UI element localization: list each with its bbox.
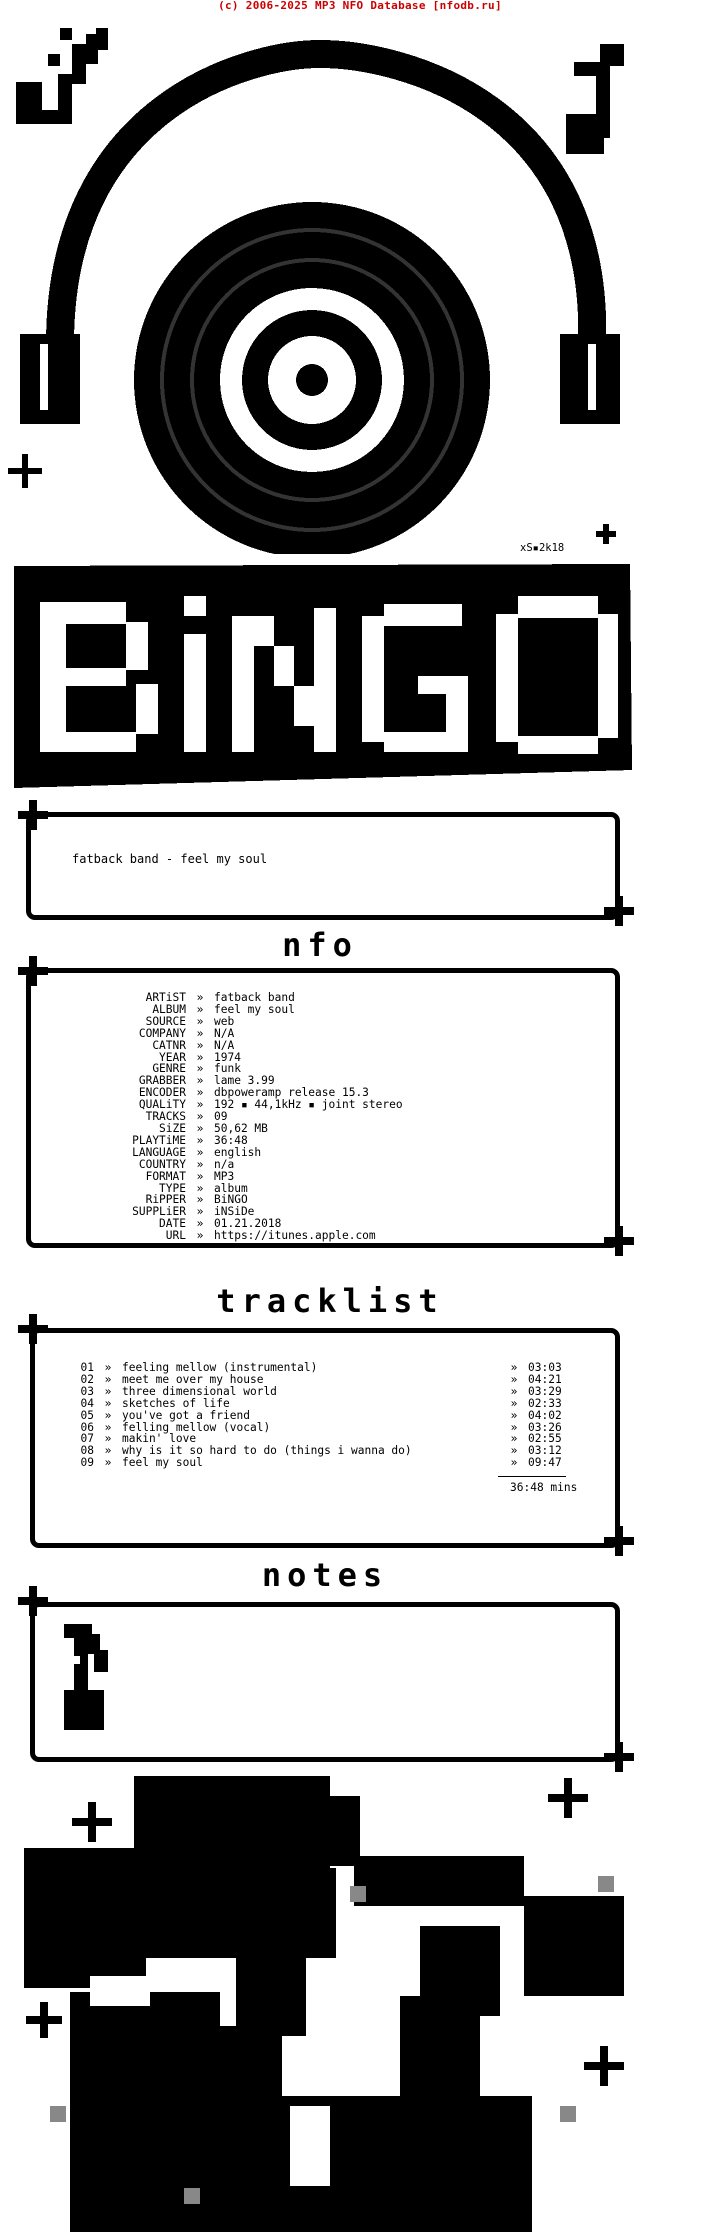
track-duration: 04:02 bbox=[528, 1408, 562, 1422]
info-label: FORMAT bbox=[145, 1169, 186, 1183]
info-label: LANGUAGE bbox=[132, 1145, 186, 1159]
info-separator: » bbox=[196, 1038, 204, 1052]
track-separator: » bbox=[510, 1456, 518, 1470]
info-label: RiPPER bbox=[145, 1193, 186, 1207]
info-separator: » bbox=[196, 1050, 204, 1064]
info-value: 01.21.2018 bbox=[214, 1217, 282, 1231]
info-label: GENRE bbox=[152, 1062, 186, 1076]
info-label: CATNR bbox=[152, 1038, 186, 1052]
track-separator: » bbox=[510, 1361, 518, 1374]
track-separator: » bbox=[104, 1420, 112, 1434]
info-separator: » bbox=[196, 1205, 204, 1219]
track-separator: » bbox=[510, 1384, 518, 1398]
info-row bbox=[56, 1171, 403, 1183]
artist-credit: xS▪2k18 bbox=[520, 542, 565, 554]
info-row bbox=[56, 1159, 403, 1171]
track-duration: 03:12 bbox=[528, 1444, 562, 1458]
info-label: TYPE bbox=[159, 1181, 186, 1195]
track-separator: » bbox=[510, 1408, 518, 1422]
info-label: QUALiTY bbox=[138, 1098, 186, 1112]
track-title: feeling mellow (instrumental) bbox=[122, 1361, 318, 1374]
info-label: ALBUM bbox=[152, 1002, 186, 1016]
info-value: funk bbox=[214, 1062, 241, 1076]
info-value: feel my soul bbox=[214, 1002, 295, 1016]
track-number: 01 bbox=[80, 1361, 94, 1374]
info-separator: » bbox=[196, 1193, 204, 1207]
track-number: 02 bbox=[80, 1372, 94, 1386]
section-title-notes: notes bbox=[261, 1556, 389, 1594]
track-duration: 03:03 bbox=[528, 1361, 562, 1374]
info-label: SiZE bbox=[159, 1121, 186, 1135]
track-list bbox=[60, 1362, 600, 1469]
track-title: meet me over my house bbox=[122, 1372, 264, 1386]
info-label: YEAR bbox=[159, 1050, 186, 1064]
track-separator: » bbox=[510, 1396, 518, 1410]
info-value: https://itunes.apple.com bbox=[214, 1229, 376, 1243]
info-label: ARTiST bbox=[145, 991, 186, 1004]
info-label: COMPANY bbox=[138, 1026, 186, 1040]
info-value: dbpoweramp release 15.3 bbox=[214, 1086, 369, 1100]
track-duration: 03:29 bbox=[528, 1384, 562, 1398]
track-number: 09 bbox=[80, 1456, 94, 1470]
info-value: web bbox=[214, 1014, 235, 1028]
info-separator: » bbox=[196, 1062, 204, 1076]
info-row bbox=[56, 1230, 403, 1242]
section-title-info: nfo bbox=[282, 926, 358, 964]
info-value: MP3 bbox=[214, 1169, 235, 1183]
info-row bbox=[56, 1135, 403, 1147]
track-title: felling mellow (vocal) bbox=[122, 1420, 271, 1434]
info-value: 192 ▪ 44,1kHz ▪ joint stereo bbox=[214, 1098, 403, 1112]
plus-sparkle-icon bbox=[596, 524, 616, 544]
info-separator: » bbox=[196, 1121, 204, 1135]
track-number: 03 bbox=[80, 1384, 94, 1398]
music-note-icon bbox=[16, 28, 108, 124]
release-title: fatback band - feel my soul bbox=[72, 852, 268, 866]
info-label: ENCODER bbox=[138, 1086, 186, 1100]
plus-sparkle-icon bbox=[604, 1226, 634, 1256]
info-value: lame 3.99 bbox=[214, 1074, 275, 1088]
track-number: 06 bbox=[80, 1420, 94, 1434]
info-separator: » bbox=[196, 1086, 204, 1100]
info-label: COUNTRY bbox=[138, 1157, 186, 1171]
info-separator: » bbox=[196, 1181, 204, 1195]
track-separator: » bbox=[510, 1420, 518, 1434]
track-separator: » bbox=[104, 1432, 112, 1446]
track-duration: 09:47 bbox=[528, 1456, 562, 1470]
total-time: 36:48 mins bbox=[510, 1481, 578, 1494]
track-separator: » bbox=[104, 1372, 112, 1386]
track-separator: » bbox=[104, 1444, 112, 1458]
info-label: SOURCE bbox=[145, 1014, 186, 1028]
track-duration: 04:21 bbox=[528, 1372, 562, 1386]
track-title: you've got a friend bbox=[122, 1408, 250, 1422]
info-row bbox=[56, 1147, 403, 1159]
track-number: 07 bbox=[80, 1432, 94, 1446]
info-separator: » bbox=[196, 1133, 204, 1147]
bingo-logo bbox=[0, 556, 640, 796]
info-separator: » bbox=[196, 1014, 204, 1028]
plus-sparkle-icon bbox=[604, 896, 634, 926]
track-title: three dimensional world bbox=[122, 1384, 277, 1398]
info-separator: » bbox=[196, 1110, 204, 1124]
track-separator: » bbox=[104, 1396, 112, 1410]
info-row bbox=[56, 1028, 403, 1040]
track-separator: » bbox=[104, 1456, 112, 1470]
release-box bbox=[26, 812, 620, 920]
track-duration: 03:26 bbox=[528, 1420, 562, 1434]
section-title-tracklist: tracklist bbox=[216, 1282, 444, 1320]
info-row bbox=[56, 1016, 403, 1028]
info-separator: » bbox=[196, 1169, 204, 1183]
track-number: 04 bbox=[80, 1396, 94, 1410]
info-value: iNSiDe bbox=[214, 1205, 255, 1219]
track-separator: » bbox=[104, 1361, 112, 1374]
track-duration: 02:55 bbox=[528, 1432, 562, 1446]
info-separator: » bbox=[196, 1157, 204, 1171]
info-label: DATE bbox=[159, 1217, 186, 1231]
info-label: PLAYTiME bbox=[132, 1133, 186, 1147]
info-value: album bbox=[214, 1181, 248, 1195]
info-label: GRABBER bbox=[138, 1074, 186, 1088]
track-separator: » bbox=[104, 1384, 112, 1398]
site-header[interactable]: (c) 2006-2025 MP3 NFO Database [nfodb.ru] bbox=[218, 0, 502, 12]
track-separator: » bbox=[510, 1444, 518, 1458]
track-title: feel my soul bbox=[122, 1456, 203, 1470]
total-time-rule bbox=[498, 1476, 566, 1477]
info-value: 50,62 MB bbox=[214, 1121, 268, 1135]
track-number: 08 bbox=[80, 1444, 94, 1458]
track-separator: » bbox=[510, 1372, 518, 1386]
track-separator: » bbox=[104, 1408, 112, 1422]
info-separator: » bbox=[196, 1002, 204, 1016]
music-note-icon bbox=[566, 44, 624, 154]
info-label: TRACKS bbox=[145, 1110, 186, 1124]
track-title: why is it so hard to do (things i wanna do) bbox=[122, 1444, 412, 1458]
track-title: sketches of life bbox=[122, 1396, 230, 1410]
info-row bbox=[56, 1099, 403, 1111]
music-note-icon bbox=[60, 1620, 126, 1738]
info-separator: » bbox=[196, 1229, 204, 1243]
seventy-seven-art-icon bbox=[0, 1776, 720, 2232]
track-separator: » bbox=[510, 1432, 518, 1446]
info-separator: » bbox=[196, 1026, 204, 1040]
info-value: N/A bbox=[214, 1026, 235, 1040]
track-duration: 02:33 bbox=[528, 1396, 562, 1410]
track-row bbox=[60, 1457, 600, 1469]
track-row bbox=[60, 1410, 600, 1422]
track-row bbox=[60, 1398, 600, 1410]
info-row bbox=[56, 1040, 403, 1052]
info-separator: » bbox=[196, 1098, 204, 1112]
info-separator: » bbox=[196, 991, 204, 1004]
info-value: 36:48 bbox=[214, 1133, 248, 1147]
info-value: fatback band bbox=[214, 991, 295, 1004]
headphones-record-icon bbox=[0, 14, 720, 554]
track-row bbox=[60, 1386, 600, 1398]
info-value: N/A bbox=[214, 1038, 235, 1052]
plus-sparkle-icon bbox=[604, 1742, 634, 1772]
info-separator: » bbox=[196, 1074, 204, 1088]
track-number: 05 bbox=[80, 1408, 94, 1422]
track-title: makin' love bbox=[122, 1432, 197, 1446]
info-separator: » bbox=[196, 1145, 204, 1159]
plus-sparkle-icon bbox=[604, 1526, 634, 1556]
info-value: BiNGO bbox=[214, 1193, 248, 1207]
info-value: english bbox=[214, 1145, 262, 1159]
info-list bbox=[56, 992, 403, 1242]
info-value: 09 bbox=[214, 1110, 228, 1124]
info-label: URL bbox=[165, 1229, 186, 1243]
info-label: SUPPLiER bbox=[132, 1205, 186, 1219]
info-value: 1974 bbox=[214, 1050, 241, 1064]
info-separator: » bbox=[196, 1217, 204, 1231]
info-value: n/a bbox=[214, 1157, 235, 1171]
